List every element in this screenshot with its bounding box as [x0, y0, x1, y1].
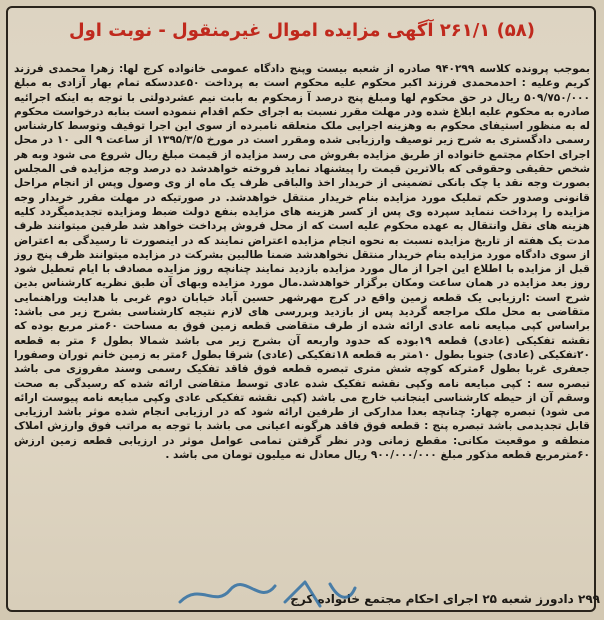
blue-stamp-mark [170, 572, 360, 616]
notice-body: بموجب پرونده کلاسه ۹۴۰۲۹۹ صادره از شعبه بیست وپنج دادگاه عمومی خانواده کرج لها: زهرا محمدی فرزند کریم وعلیه : احدمحمدی فرزند اکبر محکوم علیه محکوم است به پرداخت ۵۰عددسکه تمام بهار آزادی به مبلغ ۵۰۹/۷۵۰/۰۰۰ ریال در حق محکوم لها ومبلغ پنج درصد آ زمحکوم به بابت نیم عشردولتی با توجه به اینکه اجرائیه صادره به محکوم علیه ابلاغ شده ودر مهلت مقرر نسبت به اجرای حکم اقدام ننموده است بنابه درخواست محکوم له به منظور استیفای محکوم به وهزینه اجرایی ملک متعلقه نامبرده از سوی این اجرا توقیف وتوسط کارشناس رسمی دادگستری به شرح زیر توصیف وارزیابی شده ومقرر است در مورخ ۱۳۹۵/۳/۵ از ساعت ۹ الی ۱۰ در محل اجرای احکام مجتمع خانواده از طریق مزایده بفروش می رسد مزایده از قیمت مبلغ ریال شروع می شود وبه هر شخص حقیقی وحقوقی که بالاترین قیمت را پیشنهاد نماید فروخته خواهدشد ده درصد وجه مزایده فی المجلس بصورت وجه نقد یا چک بانکی تضمینی از خریدار اخذ والباقی ظرف یک ماه از وی وصول وپس از انجام مراحل قانونی وصدور حکم تملیک مورد مزایده بنام خریدار منتقل خواهدشد. در صورتیکه در مهلت مقرر خریدار وجه مزایده را پرداخت ننماید سپرده وی پس از کسر هزینه های مزایده بنفع دولت ضبط ومزایده تجدیدمیگردد کلیه هزینه های نقل وانتقال به عهده محکوم علیه است که از محل فروش پرداخت خواهد شد طرفین میتوانند ظرف مدت یک هفته از تاریخ مزایده نسبت به نحوه انجام مزایده اعتراض نمایند که در اینصورت تا رسیدگی به اعتراض از سوی دادگاه مورد مزایده بنام خریدار منتقل نخواهدشد ضمنا طالبین بشرکت در مزایده میتوانند ظرف پنج روز قبل از مزایده با اطلاع این اجرا از مال مورد مزایده بازدید نمایند چنانچه روز مزایده مصادف با ایام تعطیل شود روز بعد مزایده در همان ساعت ومکان برگزار خواهدشد.مال مورد مزایده وبهای آن طبق نظریه کارشناس بدین شرح است :ارزیابی یک قطعه زمین واقع در کرج مهرشهر حسین آباد خیابان دوم غربی با هدایت وراهنمایی متقاضی به محل ملک مراجعه گردید پس از بازدید وبررسی های لازم نتیجه کارشناسی بشرح زیر می باشد: براساس کپی مبایعه نامه عادی ارائه شده از طرف متقاضی قطعه زمین فوق به مساحت ۶۰متر مربع بوده که نقشه تفکیکی (عادی) قطعه ۱۹بوده که حدود واربعه آن بشرح زیر می باشد شمالا بطول ۶ متر به قطعه ۲۰تفکیکی (عادی) جنوبا بطول ۱۰متر به قطعه ۱۸تفکیکی (عادی) شرقا بطول ۶متر به زمین خانم توران وصفورا جعفری غربا بطول ۶مترکه کوچه شش متری تبصره قطعه فوق فاقد تفکیک رسمی وسند مفروزی می باشد تبصره سه : کپی مبایعه نامه وکپی نقشه تفکیک شده عادی توسط متقاضی ارائه شده که رسیدگی به صحت وسقم آن از حیطه کارشناسی اینجانب خارج می باشد (کپی نقشه تفکیکی عادی وکپی مبایعه نامه پیوست ارائه می شود) تبصره چهار: چنانچه بعدا مدارکی از طرفین ارائه شود که در ارزیابی انجام شده موثر باشد ارزیابی قابل تجدیدمی باشد تبصره پنج : قطعه فوق فاقد هرگونه اعیانی می باشد با توجه به مراتب فوق وارزش املاک منطقه و موقعیت مکانی: مقطع زمانی ودر نظر گرفتن تمامی عوامل موثر در ارزیابی قطعه زمین ارزش ۶۰مترمربع قطعه مذکور مبلغ ۹۰۰/۰۰۰/۰۰۰ ریال معادل نه میلیون تومان می باشد . [14, 63, 590, 462]
notice-signature: ۲۹۹ دادورز شعبه ۲۵ اجرای احکام مجتمع خانواده کرج [290, 592, 600, 606]
notice-title: (۵۸) ۲۶۱/۱ آگهی مزایده اموال غیرمنقول - نوبت اول [68, 19, 536, 41]
